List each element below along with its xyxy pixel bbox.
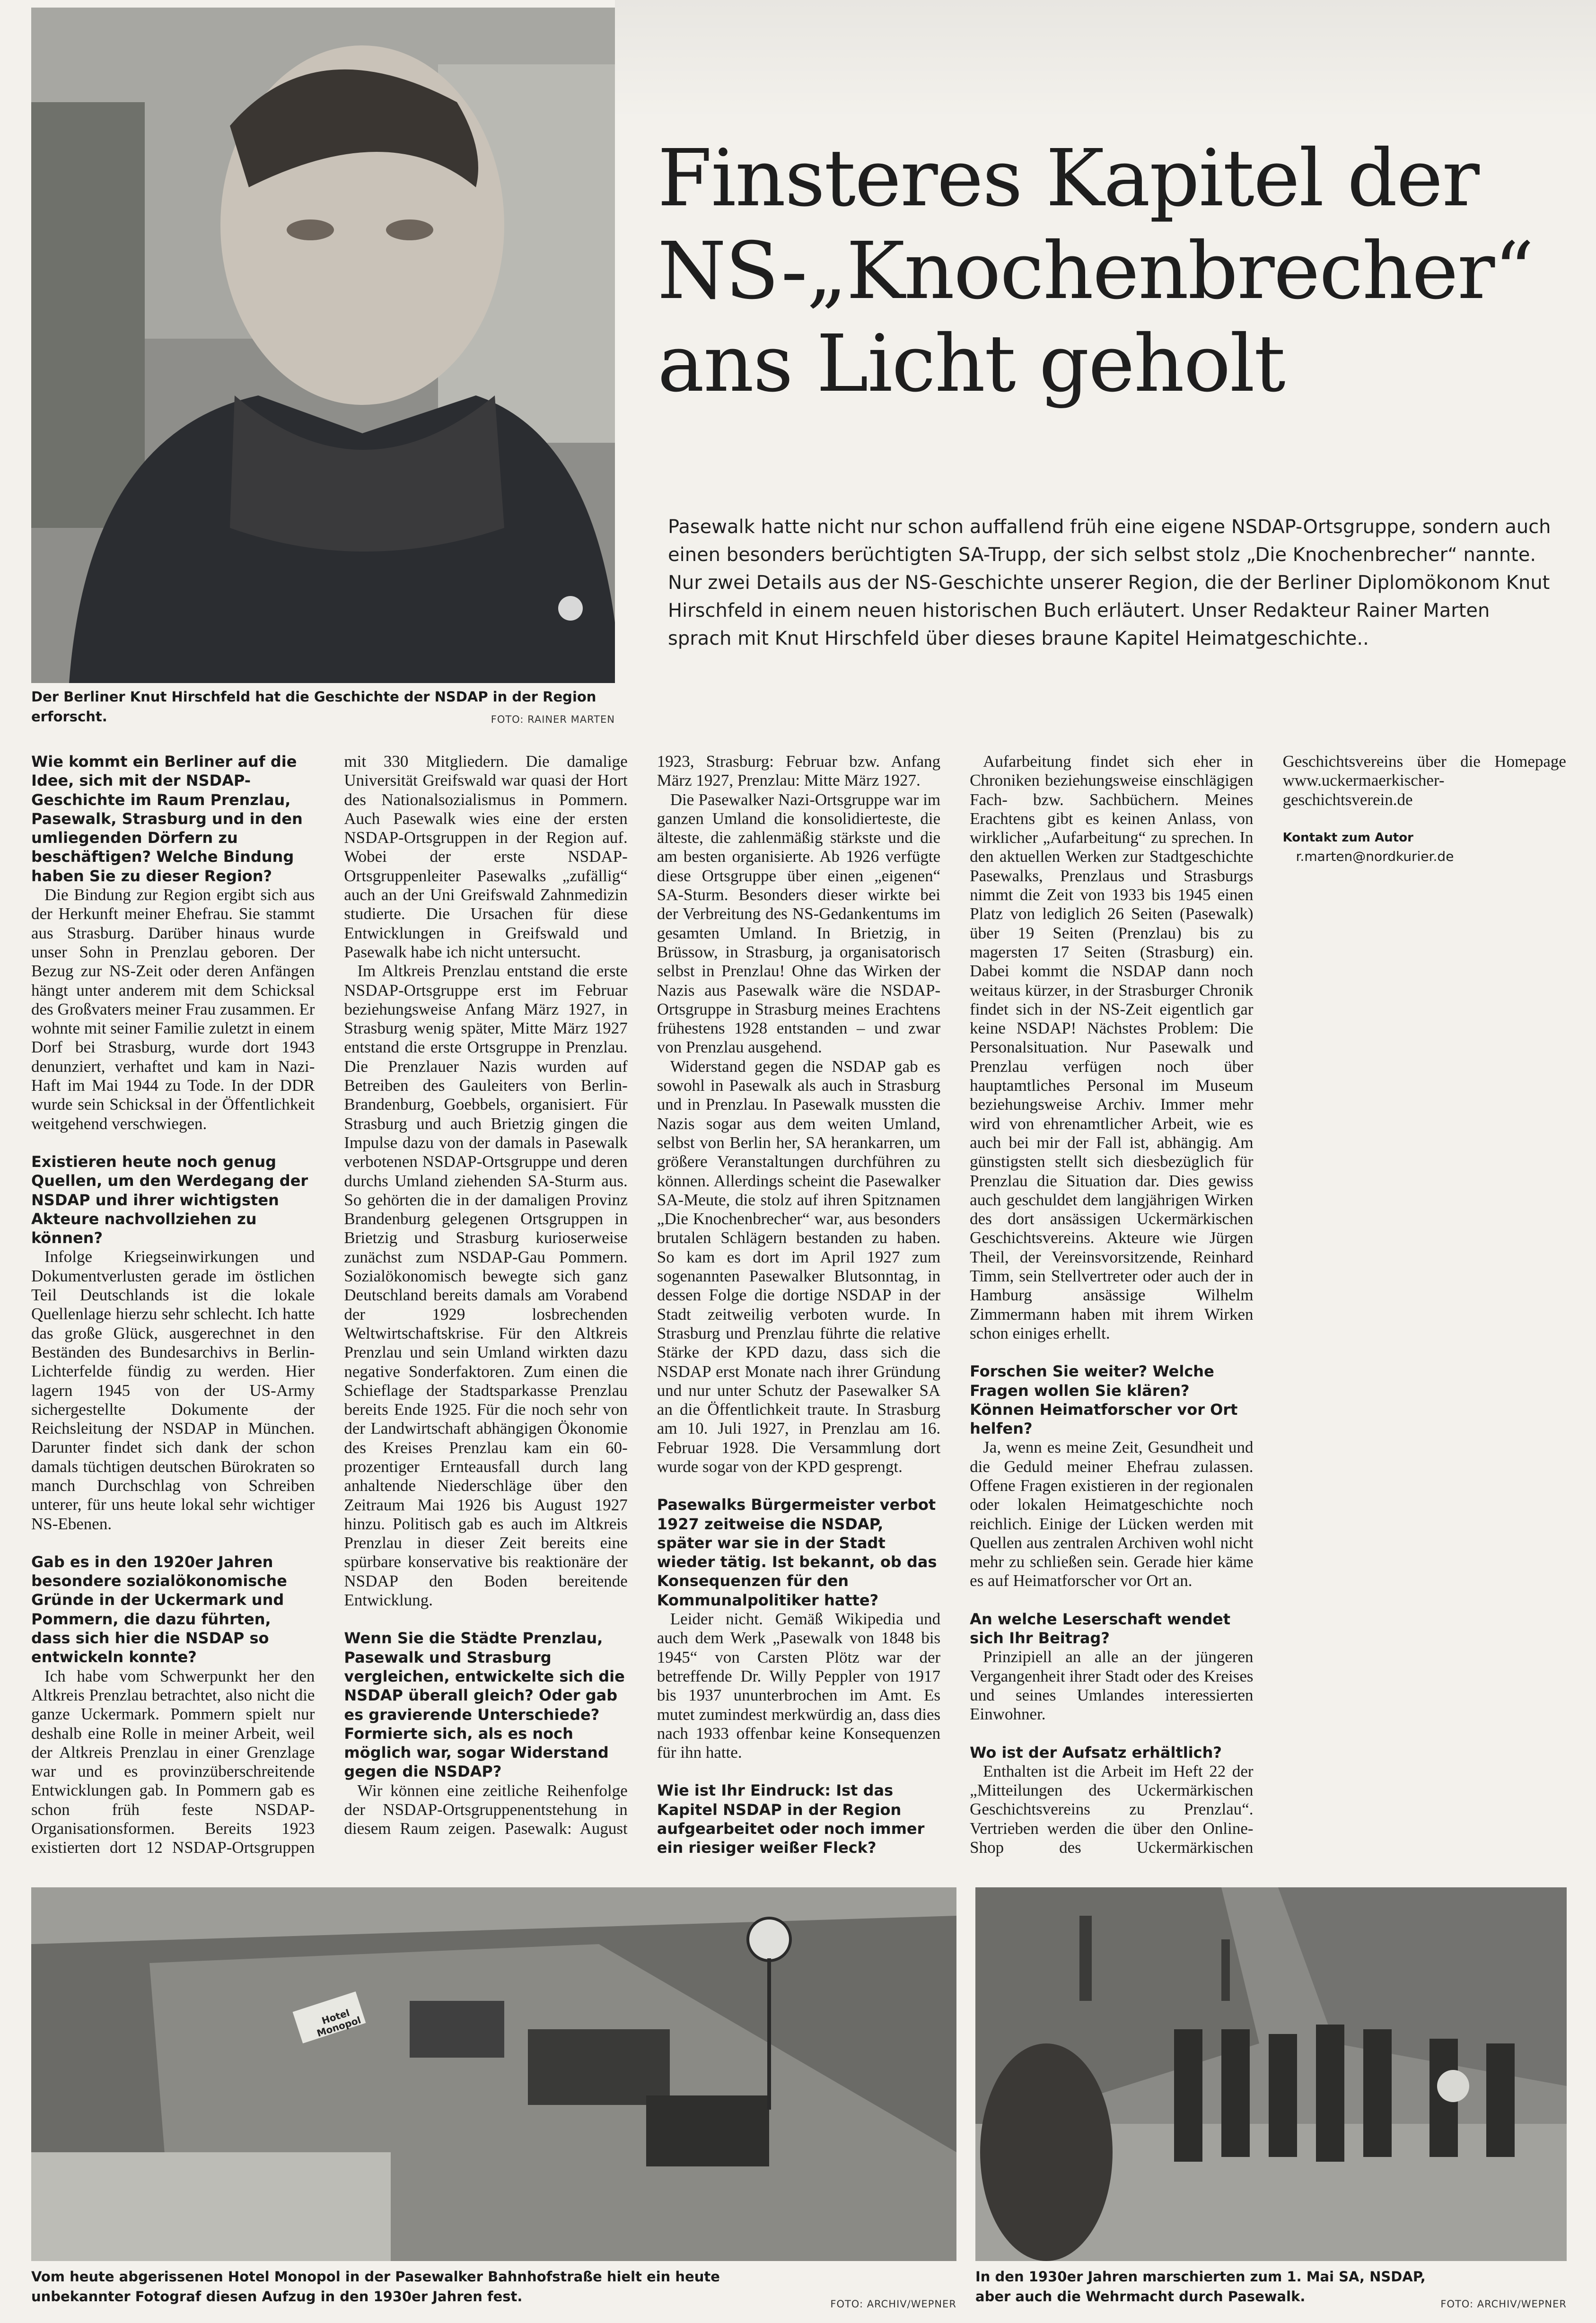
article-intro: Pasewalk hatte nicht nur schon auffallend früh eine eigene NSDAP-Ortsgruppe, sondern auch einen besonders berüchtigten SA-Trupp, der sich selbst stolz „Die Knochenbrecher“ nannte. Nur zwei Details aus der NS-Geschichte unserer Region, die der Berliner Diplomökonom Knut Hirschfeld in einem neuen historischen Buch erläutert. Unser Redakteur Rainer Marten sprach mit Knut Hirschfeld über dieses braune Kapitel Heimatgeschichte.. [668, 516, 1551, 649]
headline-line-2: NS-„Knochenbrecher“ [658, 226, 1534, 317]
parade-caption-right-text: In den 1930er Jahren marschierten zum 1. Mai SA, NSDAP, aber auch die Wehrmacht durch Pasewalk. [975, 2269, 1426, 2305]
answer: Enthalten ist die Arbeit im Heft 22 der „Mitteilungen des Uckermärkischen Geschichtsvereins zu Prenzlau“. Vertrieben werden die über den Online-Shop des Uckermärkischen Geschichtsvereins über die Homepage www.uckermaerkischer-geschichtsverein.de [970, 752, 1566, 1857]
portrait-caption [31, 687, 615, 729]
question: Wo ist der Aufsatz erhältlich? [970, 1743, 1222, 1762]
parade-credit-left: FOTO: ARCHIV/WEPNER [830, 2298, 956, 2310]
portrait-photo [31, 8, 615, 683]
question: Existieren heute noch genug Quellen, um den Werdegang der NSDAP und ihrer wichtigsten Akteure nachvollziehen zu können? [31, 1152, 308, 1247]
parade-credit-right: FOTO: ARCHIV/WEPNER [1440, 2298, 1567, 2310]
may-day-illustration [975, 1887, 1567, 2261]
headline-line-3: ans Licht geholt [658, 318, 1285, 410]
parade-caption-right [975, 2267, 1567, 2314]
question: An welche Leserschaft wendet sich Ihr Beitrag? [970, 1610, 1231, 1648]
contact-email: r.marten@nordkurier.de [1296, 849, 1454, 865]
question: Wenn Sie die Städte Prenzlau, Pasewalk und Strasburg vergleichen, entwickelte sich die NSDAP überall gleich? Oder gab es gravierende Unterschiede? Formierte sich, als es noch möglich war, sogar Widerstand gegen die NSDAP? [344, 1629, 625, 1781]
parade-photo-may-day [975, 1887, 1567, 2261]
answer: Prinzipiell an alle an der jüngeren Vergangenheit ihrer Stadt oder des Kreises und seines Umlandes interessierten Einwohner. [970, 1648, 1254, 1724]
answer: Die Bindung zur Region ergibt sich aus der Herkunft meiner Ehefrau. Sie stammt aus Strasburg. Darüber hinaus wurde unser Sohn in Prenzlau geboren. Der Bezug zur NS-Zeit oder deren Anfängen hängt unter anderem mit dem Schicksal des Großvaters meiner Frau zusammen. Er wohnte mit seiner Familie zuletzt in einem Dorf bei Strasburg, wurde dort 1943 denunziert, verhaftet und kam in Nazi-Haft im Mai 1944 zu Tode. In der DDR wurde sein Schicksal in der Öffentlichkeit weitgehend verschwiegen. [31, 885, 315, 1133]
question: Gab es in den 1920er Jahren besondere sozialökonomische Gründe in der Uckermark und Pommern, die dazu führten, dass sich hier die NSDAP so entwickeln konnte? [31, 1552, 287, 1666]
answer: Im Altkreis Prenzlau entstand die erste NSDAP-Ortsgruppe erst im Februar beziehungsweise Anfang März 1927, in Strasburg wenig später, Mitte März 1927 entstand die erste Ortsgruppe in Prenzlau. Die Prenzlauer Nazis wurden auf Betreiben des Gauleiters von Berlin-Brandenburg, Goebbels, organisiert. Für Strasburg und auch Brietzig gingen die Impulse dazu von der damals in Pasewalk verbotenen NSDAP-Ortsgruppe und deren durchs Umland ziehenden SA-Sturm aus. So gehörten die in der damaligen Provinz Brandenburg gelegenen Ortsgruppen in Brietzig und Strasburg kurioserweise zunächst zum NSDAP-Gau Pommern. Sozialökonomisch bewegte sich ganz Deutschland bereits damals am Vorabend der 1929 losbrechenden Weltwirtschaftskrise. Für den Altkreis Prenzlau und sein Umland wirkten dazu negative Sonderfaktoren. Zum einen die Schieflage der Stadtsparkasse Prenzlau bereits Ende 1925. Für die noch sehr von der Landwirtschaft abhängigen Ökonomie des Kreises Prenzlau kam ein 60-prozentiger Ernteausfall durch lang anhaltende Niederschläge über den Zeitraum Mai 1926 bis August 1927 hinzu. Politisch gab es auch im Altkreis Prenzlau in dieser Zeit bereits eine spürbare konservative bis reaktionäre der NSDAP den Boden bereitende Entwicklung. [344, 962, 628, 1610]
previous-page-bleed [615, 0, 1596, 118]
headline [658, 132, 1556, 411]
answer: Leider nicht. Gemäß Wikipedia und auch dem Werk „Pasewalk von 1848 bis 1945“ von Carsten Plötz war der betreffende Dr. Willy Peppler von 1917 bis 1937 ununterbrochen im Amt. Es mutet zumindest merkwürdig an, dass dies nach 1933 offenbar keine Konsequenzen für ihn hatte. [657, 1610, 941, 1762]
portrait-caption-text: Der Berliner Knut Hirschfeld hat die Geschichte der NSDAP in der Region erforscht. [31, 689, 596, 725]
question: Forschen Sie weiter? Welche Fragen wollen Sie klären? Können Heimatforscher vor Ort helfen? [970, 1362, 1238, 1438]
parade-photo-hotel-monopol [31, 1887, 956, 2261]
contact-label: Kontakt zum Autor [1282, 830, 1413, 845]
parade-caption-left [31, 2267, 956, 2314]
question: Pasewalks Bürgermeister verbot 1927 zeitweise die NSDAP, später war sie in der Stadt wieder tätig. Ist bekannt, ob das Konsequenzen für den Kommunalpolitiker hatte? [657, 1496, 937, 1609]
article-body [31, 752, 1566, 1869]
question: Wie kommt ein Berliner auf die Idee, sich mit der NSDAP-Geschichte im Raum Prenzlau, Pasewalk, Strasburg und in den umliegenden Dörfern zu beschäftigen? Welche Bindung haben Sie zu dieser Region? [31, 753, 303, 885]
question: Wie ist Ihr Eindruck: Ist das Kapitel NSDAP in der Region aufgearbeitet oder noch immer ein riesiger weißer Fleck? [657, 1781, 925, 1857]
answer: Wir können eine zeitliche Reihenfolge der NSDAP-Ortsgruppenentstehung in diesem Raum zeigen. Pasewalk: August 1923, Strasburg: Februar bzw. Anfang März 1927, Prenzlau: Mitte März 1927. [344, 752, 941, 1838]
answer: Aufarbeitung findet sich eher in Chroniken beziehungsweise einschlägigen Fach- bzw. Sachbüchern. Meines Erachtens gibt es keinen Anlass, von wirklicher „Aufarbeitung“ zu sprechen. In den aktuellen Werken zur Stadtgeschichte Pasewalks, Prenzlaus und Strasburgs nimmt die Zeit von 1933 bis 1945 einen Platz von lediglich 26 Seiten (Pasewalk) über 19 Seiten (Prenzlau) bis zu magersten 17 Seiten (Strasburg) ein. Dabei kommt die NSDAP dann noch weitaus kürzer, in der Strasburger Chronik findet sich in der NS-Zeit eigentlich gar keine NSDAP! Nächstes Problem: Die Personalsituation. Nur Pasewalk und Prenzlau verfügen noch über hauptamtliches Personal im Museum beziehungsweise Archiv. Immer mehr wird von ehrenamtlicher Arbeit, wie es auch bei mir der Fall ist, abhängig. Am günstigsten stellt sich diesbezüglich für Prenzlau die Situation dar. Dies gewiss auch geschuldet dem langjährigen Wirken des dort ansässigen Uckermärkischen Geschichtsvereins. Akteure wie Jürgen Theil, der Vereinsvorsitzende, Reinhard Timm, sein Stellvertreter oder auch der in Hamburg ansässige Wilhelm Zimmermann haben mit ihrem Wirken schon einiges erhellt. [970, 752, 1254, 1342]
parade-caption-left-text: Vom heute abgerissenen Hotel Monopol in der Pasewalker Bahnhofstraße hielt ein heute unbekannter Fotograf diesen Aufzug in den 1930er Jahren fest. [31, 2269, 720, 2305]
answer: Ich habe vom Schwerpunkt her den Altkreis Prenzlau betrachtet, also nicht die ganze Uckermark. Pommern spielt nur deshalb eine Rolle in meiner Arbeit, weil der Altkreis Prenzlau in einer Grenzlage war und es provinzüberschreitende Entwicklungen gab. In Pommern gab es schon früh feste NSDAP-Organisationsformen. Bereits 1923 existierten dort 12 NSDAP-Ortsgruppen mit 330 Mitgliedern. Die damalige Universität Greifswald war quasi der Hort des Nationalsozialismus in Pommern. Auch Pasewalk wies eine der ersten NSDAP-Ortsgruppen in der Region auf. Wobei der erste NSDAP-Ortsgruppenleiter Pasewalks „zufällig“ auch an der Uni Greifswald Zahnmedizin studierte. Die Ursachen für diese Entwicklungen in Greifswald und Pasewalk habe ich nicht untersucht. [31, 752, 628, 1857]
portrait-credit: FOTO: RAINER MARTEN [491, 714, 615, 725]
parade-illustration [31, 1887, 956, 2261]
answer: Widerstand gegen die NSDAP gab es sowohl in Pasewalk als auch in Strasburg und in Prenzlau. In Pasewalk mussten die Nazis sogar aus dem weiten Umland, selbst von Berlin her, SA herankarren, um größere Veranstaltungen durchführen zu können. Allerdings scheint die Pasewalker SA-Meute, die stolz auf ihren Spitznamen „Die Knochenbrecher“ war, aus besonders brutalen Schlägern bestanden zu haben. So kam es dort im April 1927 zum sogenannten Pasewalker Blutsonntag, in dessen Folge die dortige NSDAP in der Stadt zeitweilig verboten wurde. In Strasburg und Prenzlau führte die relative Stärke der KPD dazu, dass sich die NSDAP erst Monate nach ihrer Gründung und nur unter Schutz der Pasewalker SA an die Öffentlichkeit traute. In Strasburg am 10. Juli 1927, in Prenzlau am 16. Februar 1928. Die Versammlung dort wurde sogar von der KPD gesprengt. [657, 1057, 941, 1476]
answer: Ja, wenn es meine Zeit, Gesundheit und die Geduld meiner Ehefrau zulassen. Offene Fragen existieren in der regionalen oder lokalen Heimatgeschichte noch reichlich. Einige der Lücken werden mit Quellen aus zentralen Archiven wohl nicht mehr zu schließen sein. Gerade hier käme es auf Heimatforscher vor Ort an. [970, 1438, 1254, 1590]
answer: Infolge Kriegseinwirkungen und Dokumentverlusten gerade im östlichen Teil Deutschlands ist die lokale Quellenlage hierzu sehr schlecht. Ich hatte das große Glück, ausgerechnet in den Beständen des Bundesarchivs in Berlin-Lichterfelde fündig zu werden. Hier lagern 1945 von der US-Army sichergestellte Dokumente der Reichsleitung der NSDAP in München. Darunter findet sich dank der schon damals tüchtigen deutschen Bürokraten so manch Durchschlag von Schreiben unterer, für uns heute lokal sehr wichtiger NS-Ebenen. [31, 1247, 315, 1533]
portrait-illustration [31, 8, 615, 683]
headline-line-1: Finsteres Kapitel der [658, 133, 1479, 224]
hotel-sign: Hotel Monopol [315, 2007, 363, 2039]
answer: Die Pasewalker Nazi-Ortsgruppe war im ganzen Umland die konsolidierteste, die älteste, die zahlenmäßig stärkste und die am besten organisierte. Ab 1926 verfügte diese Ortsgruppe über einen „eigenen“ SA-Sturm. Besonders dieser wirkte bei der Verbreitung des NS-Gedankentums im gesamten Umland. In Brietzig, in Brüssow, in Strasburg, ja organisatorisch selbst in Prenzlau! Ohne das Wirken der Nazis aus Pasewalk wäre die NSDAP-Ortsgruppe in Strasburg meines Erachtens frühestens 1928 entstanden – und zwar von Prenzlau ausgehend. [657, 790, 941, 1057]
